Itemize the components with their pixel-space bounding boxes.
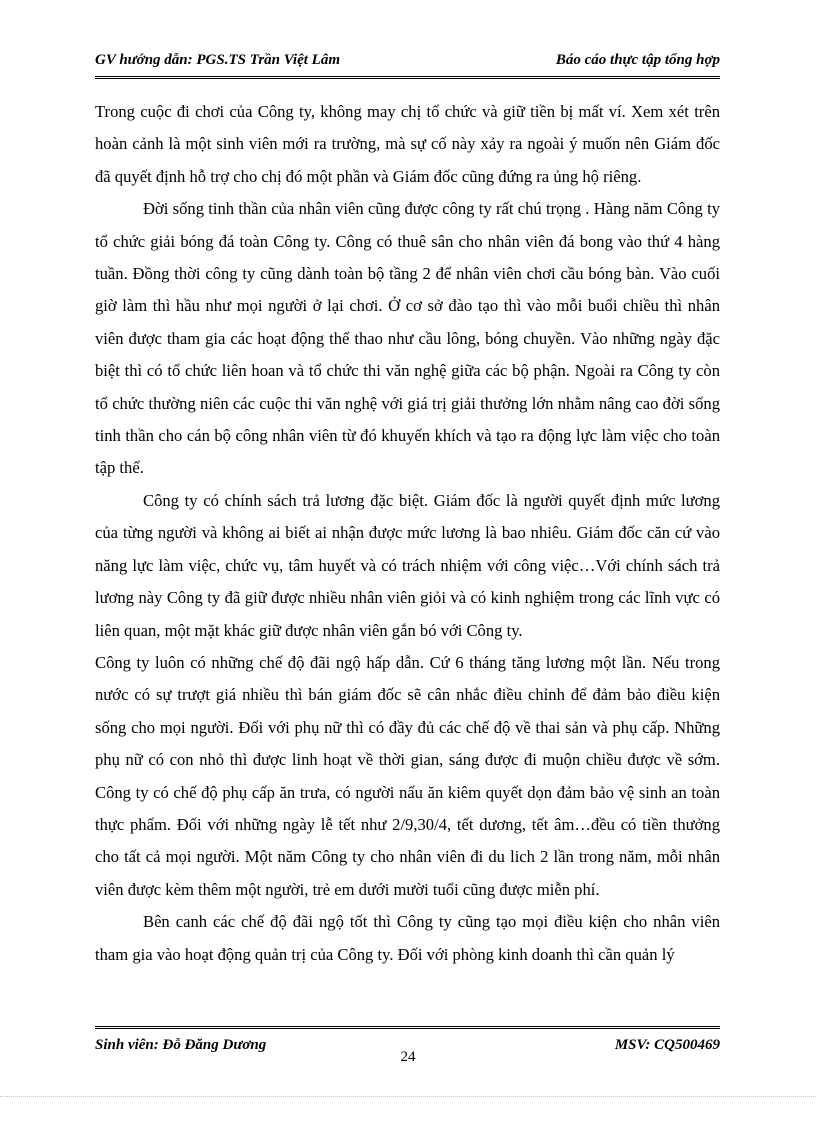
page-header bbox=[95, 52, 720, 79]
footer-student: Sinh viên: Đỗ Đăng Dương bbox=[95, 1037, 267, 1053]
header-report-title: Báo cáo thực tập tổng hợp bbox=[555, 52, 720, 68]
paragraph-2: Đời sống tinh thần của nhân viên cũng được công ty rất chú trọng . Hàng năm Công ty tổ chức giải bóng đá toàn Công ty. Công có thuê sân cho nhân viên đá bong vào thứ 4 hàng tuần. Đồng thời công ty cũng dành toàn bộ tầng 2 để nhân viên chơi cầu bóng bàn. Vào cuối giờ làm thì hầu như mọi người ở lại chơi. Ở cơ sở đào tạo thì vào mỗi buổi chiều thì nhân viên được tham gia các hoạt động thể thao như cầu lông, bóng chuyền. Vào những ngày đặc biệt thì có tổ chức liên hoan và tổ chức thi văn nghệ giữa các bộ phận. Ngoài ra Công ty còn tổ chức thường niên các cuộc thi văn nghệ với giá trị giải thưởng lớn nhằm nâng cao đời sống tinh thần cho cán bộ công nhân viên từ đó khuyến khích và tạo ra động lực làm việc cho toàn tập thể. bbox=[95, 199, 720, 478]
header-advisor: GV hướng dẫn: PGS.TS Trần Việt Lâm bbox=[95, 52, 341, 68]
paragraph-4: Công ty luôn có những chế độ đãi ngộ hấp dẫn. Cứ 6 tháng tăng lương một lần. Nếu trong nước có sự trượt giá nhiều thì bán giám đốc sẽ cân nhắc điều chỉnh để đảm bảo điều kiện sống cho mọi người. Đối với phụ nữ thì có đầy đủ các chế độ về thai sản và phụ cấp. Những phụ nữ có con nhỏ thì được linh hoạt về thời gian, sáng được đi muộn chiều được về sớm. Công ty có chế độ phụ cấp ăn trưa, có người nấu ăn kiêm quyết dọn đảm bảo vệ sinh an toàn thực phẩm. Đối với những ngày lễ tết như 2/9,30/4, tết dương, tết âm…đều có tiền thưởng cho tất cả mọi người. Một năm Công ty cho nhân viên đi du lich 2 lần trong năm, mỗi nhân viên được kèm thêm một người, trẻ em dưới mười tuổi cũng được miễn phí. bbox=[95, 652, 720, 899]
body-text bbox=[95, 96, 720, 971]
paragraph-5: Bên canh các chế độ đãi ngộ tốt thì Công ty cũng tạo mọi điều kiện cho nhân viên tham gia vào hoạt động quản trị của Công ty. Đối với phòng kinh doanh thì cần quản lý bbox=[95, 912, 720, 964]
page-bottom-divider bbox=[0, 1096, 816, 1097]
footer-student-id: MSV: CQ500469 bbox=[614, 1037, 720, 1053]
paragraph-1: Trong cuộc đi chơi của Công ty, không may chị tổ chức và giữ tiền bị mất ví. Xem xét trên hoàn cảnh là một sinh viên mới ra trường, mà sự cố này xảy ra ngoài ý muốn nên Giám đốc đã quyết định hỗ trợ cho chị đó một phần và Giám đốc cũng đứng ra ủng hộ riêng. bbox=[95, 102, 720, 186]
paragraph-3: Công ty có chính sách trả lương đặc biệt. Giám đốc là người quyết định mức lương của từng người và không ai biết ai nhận được mức lương là bao nhiêu. Giám đốc căn cứ vào năng lực làm việc, chức vụ, tâm huyết và có trách nhiệm với công việc…Với chính sách trả lương này Công ty đã giữ được nhiều nhân viên giỏi và có kinh nghiệm trong các lĩnh vực có liên quan, một mặt khác giữ được nhân viên gắn bó với Công ty. bbox=[95, 490, 720, 640]
page-number: 24 bbox=[400, 1049, 416, 1065]
